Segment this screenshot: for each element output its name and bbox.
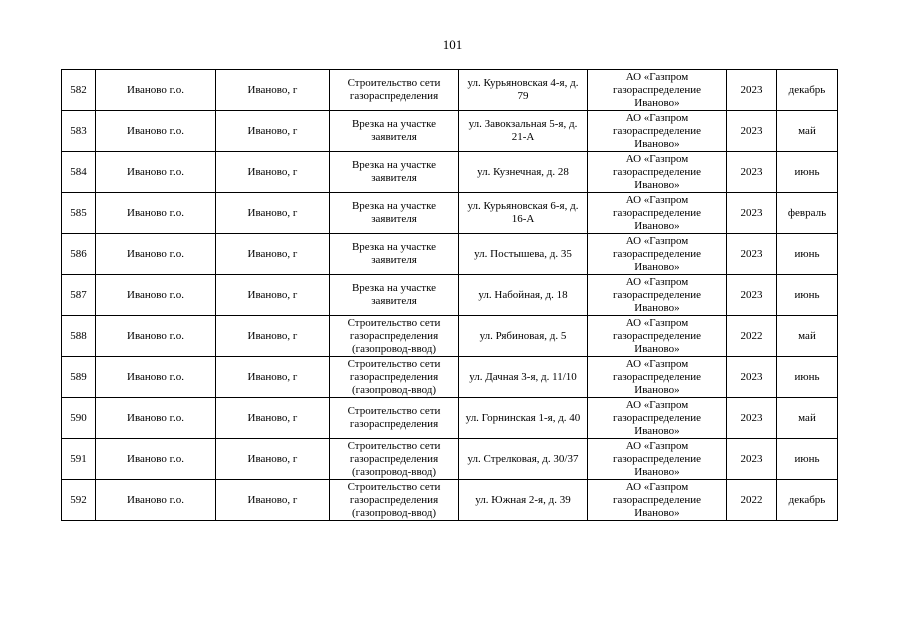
row-number-cell: 582 bbox=[62, 70, 96, 111]
district-cell: Иваново г.о. bbox=[96, 480, 216, 521]
table-row bbox=[62, 439, 838, 480]
organization-cell: АО «Газпром газораспределение Иваново» bbox=[588, 70, 727, 111]
district-cell: Иваново г.о. bbox=[96, 111, 216, 152]
year-cell: 2023 bbox=[727, 398, 777, 439]
month-cell: декабрь bbox=[777, 70, 838, 111]
district-cell: Иваново г.о. bbox=[96, 275, 216, 316]
table-row bbox=[62, 480, 838, 521]
table-row bbox=[62, 152, 838, 193]
district-cell: Иваново г.о. bbox=[96, 193, 216, 234]
organization-cell: АО «Газпром газораспределение Иваново» bbox=[588, 439, 727, 480]
row-number-cell: 589 bbox=[62, 357, 96, 398]
address-cell: ул. Рябиновая, д. 5 bbox=[459, 316, 588, 357]
locality-cell: Иваново, г bbox=[216, 70, 330, 111]
month-cell: февраль bbox=[777, 193, 838, 234]
table-row bbox=[62, 234, 838, 275]
work-type-cell: Врезка на участке заявителя bbox=[330, 152, 459, 193]
organization-cell: АО «Газпром газораспределение Иваново» bbox=[588, 357, 727, 398]
work-type-cell: Строительство сети газораспределения (газопровод-ввод) bbox=[330, 357, 459, 398]
year-cell: 2022 bbox=[727, 480, 777, 521]
work-type-cell: Строительство сети газораспределения (газопровод-ввод) bbox=[330, 316, 459, 357]
work-type-cell: Строительство сети газораспределения (газопровод-ввод) bbox=[330, 480, 459, 521]
year-cell: 2023 bbox=[727, 70, 777, 111]
address-cell: ул. Стрелковая, д. 30/37 bbox=[459, 439, 588, 480]
row-number-cell: 588 bbox=[62, 316, 96, 357]
locality-cell: Иваново, г bbox=[216, 152, 330, 193]
organization-cell: АО «Газпром газораспределение Иваново» bbox=[588, 234, 727, 275]
address-cell: ул. Курьяновская 4-я, д. 79 bbox=[459, 70, 588, 111]
address-cell: ул. Южная 2-я, д. 39 bbox=[459, 480, 588, 521]
row-number-cell: 584 bbox=[62, 152, 96, 193]
year-cell: 2023 bbox=[727, 439, 777, 480]
organization-cell: АО «Газпром газораспределение Иваново» bbox=[588, 316, 727, 357]
locality-cell: Иваново, г bbox=[216, 316, 330, 357]
table-row bbox=[62, 70, 838, 111]
organization-cell: АО «Газпром газораспределение Иваново» bbox=[588, 398, 727, 439]
locality-cell: Иваново, г bbox=[216, 193, 330, 234]
locality-cell: Иваново, г bbox=[216, 357, 330, 398]
table-body bbox=[62, 70, 838, 521]
locality-cell: Иваново, г bbox=[216, 398, 330, 439]
district-cell: Иваново г.о. bbox=[96, 70, 216, 111]
year-cell: 2022 bbox=[727, 316, 777, 357]
locality-cell: Иваново, г bbox=[216, 480, 330, 521]
work-type-cell: Врезка на участке заявителя bbox=[330, 234, 459, 275]
year-cell: 2023 bbox=[727, 193, 777, 234]
year-cell: 2023 bbox=[727, 152, 777, 193]
page-number: 101 bbox=[442, 37, 463, 52]
table-row bbox=[62, 275, 838, 316]
month-cell: июнь bbox=[777, 357, 838, 398]
district-cell: Иваново г.о. bbox=[96, 316, 216, 357]
year-cell: 2023 bbox=[727, 111, 777, 152]
address-cell: ул. Завокзальная 5-я, д. 21-А bbox=[459, 111, 588, 152]
work-type-cell: Строительство сети газораспределения bbox=[330, 398, 459, 439]
year-cell: 2023 bbox=[727, 234, 777, 275]
row-number-cell: 585 bbox=[62, 193, 96, 234]
district-cell: Иваново г.о. bbox=[96, 152, 216, 193]
year-cell: 2023 bbox=[727, 275, 777, 316]
locality-cell: Иваново, г bbox=[216, 275, 330, 316]
work-type-cell: Врезка на участке заявителя bbox=[330, 275, 459, 316]
month-cell: май bbox=[777, 398, 838, 439]
table-row bbox=[62, 193, 838, 234]
district-cell: Иваново г.о. bbox=[96, 398, 216, 439]
month-cell: июнь bbox=[777, 234, 838, 275]
row-number-cell: 592 bbox=[62, 480, 96, 521]
address-cell: ул. Горнинская 1-я, д. 40 bbox=[459, 398, 588, 439]
district-cell: Иваново г.о. bbox=[96, 234, 216, 275]
locality-cell: Иваново, г bbox=[216, 111, 330, 152]
district-cell: Иваново г.о. bbox=[96, 357, 216, 398]
table-row bbox=[62, 398, 838, 439]
work-type-cell: Строительство сети газораспределения (газопровод-ввод) bbox=[330, 439, 459, 480]
row-number-cell: 586 bbox=[62, 234, 96, 275]
gasification-table bbox=[61, 69, 838, 521]
table-row bbox=[62, 111, 838, 152]
month-cell: июнь bbox=[777, 439, 838, 480]
address-cell: ул. Постышева, д. 35 bbox=[459, 234, 588, 275]
address-cell: ул. Набойная, д. 18 bbox=[459, 275, 588, 316]
work-type-cell: Врезка на участке заявителя bbox=[330, 111, 459, 152]
locality-cell: Иваново, г bbox=[216, 234, 330, 275]
organization-cell: АО «Газпром газораспределение Иваново» bbox=[588, 480, 727, 521]
organization-cell: АО «Газпром газораспределение Иваново» bbox=[588, 111, 727, 152]
locality-cell: Иваново, г bbox=[216, 439, 330, 480]
row-number-cell: 591 bbox=[62, 439, 96, 480]
row-number-cell: 587 bbox=[62, 275, 96, 316]
district-cell: Иваново г.о. bbox=[96, 439, 216, 480]
row-number-cell: 590 bbox=[62, 398, 96, 439]
row-number-cell: 583 bbox=[62, 111, 96, 152]
address-cell: ул. Кузнечная, д. 28 bbox=[459, 152, 588, 193]
work-type-cell: Строительство сети газораспределения bbox=[330, 70, 459, 111]
month-cell: июнь bbox=[777, 275, 838, 316]
table-row bbox=[62, 316, 838, 357]
month-cell: май bbox=[777, 111, 838, 152]
month-cell: май bbox=[777, 316, 838, 357]
organization-cell: АО «Газпром газораспределение Иваново» bbox=[588, 275, 727, 316]
table-row bbox=[62, 357, 838, 398]
month-cell: декабрь bbox=[777, 480, 838, 521]
work-type-cell: Врезка на участке заявителя bbox=[330, 193, 459, 234]
year-cell: 2023 bbox=[727, 357, 777, 398]
organization-cell: АО «Газпром газораспределение Иваново» bbox=[588, 152, 727, 193]
address-cell: ул. Дачная 3-я, д. 11/10 bbox=[459, 357, 588, 398]
address-cell: ул. Курьяновская 6-я, д. 16-А bbox=[459, 193, 588, 234]
organization-cell: АО «Газпром газораспределение Иваново» bbox=[588, 193, 727, 234]
month-cell: июнь bbox=[777, 152, 838, 193]
